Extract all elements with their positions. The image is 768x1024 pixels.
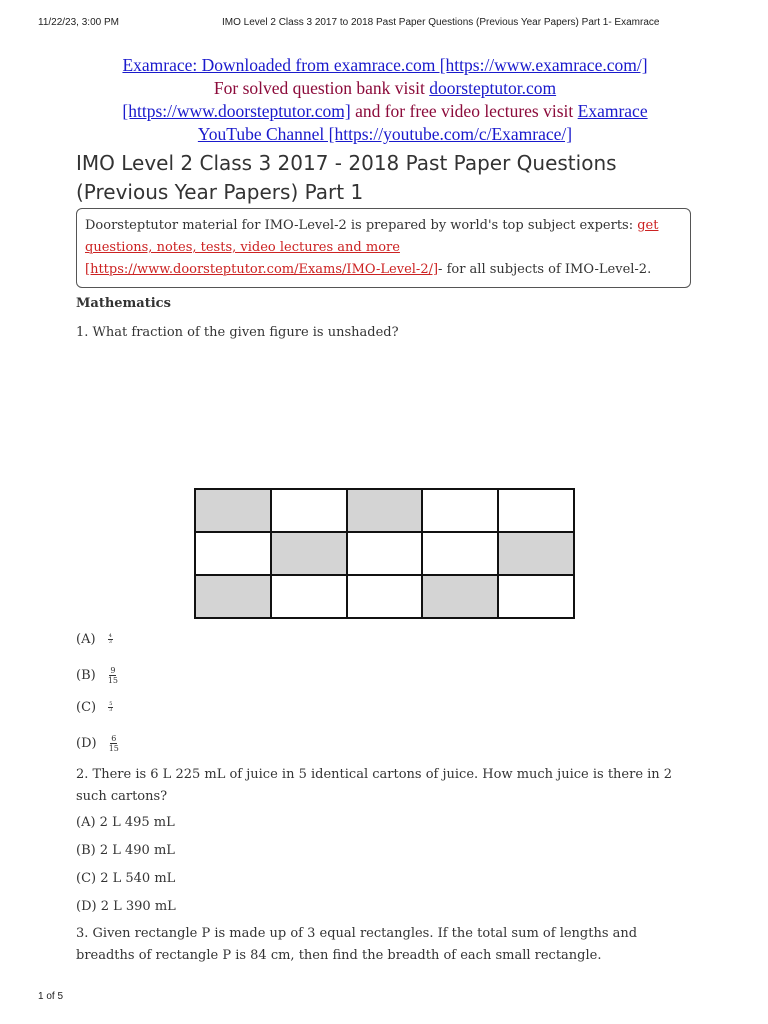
fraction-denominator: 15 [108, 744, 119, 753]
option-label: (A) [76, 632, 96, 647]
fraction [108, 702, 113, 713]
grid-cell-unshaded [195, 532, 271, 575]
grid-cell-unshaded [271, 489, 347, 532]
grid-cell-unshaded [422, 489, 498, 532]
shaded-grid-figure [194, 488, 575, 619]
grid-cell-shaded [195, 489, 271, 532]
grid-cell-unshaded [498, 489, 574, 532]
fraction-numerator: 4 [108, 633, 112, 639]
question-3: 3. Given rectangle P is made up of 3 equal rectangles. If the total sum of lengths and breadths of rectangle P is 84 cm, then find the breadth of each small rectangle. [76, 926, 638, 963]
option-label: (D) [76, 736, 97, 751]
grid-cell-shaded [271, 532, 347, 575]
q2-option-d: (D) 2 L 390 mL [76, 899, 176, 914]
fraction [109, 734, 119, 753]
grid-cell-unshaded [347, 575, 423, 618]
banner-text-video: and for free video lectures visit [350, 101, 578, 121]
question-2: 2. There is 6 L 225 mL of juice in 5 identical cartons of juice. How much juice is there in 2 such cartons? [76, 767, 673, 804]
grid-cell-shaded [422, 575, 498, 618]
fraction-denominator: 15 [107, 676, 119, 685]
q1-option-b [76, 666, 118, 685]
grid-cell-unshaded [271, 575, 347, 618]
doorsteptutor-link[interactable]: doorsteptutor.com [429, 78, 557, 98]
banner-text-solved: For solved question bank visit [213, 78, 430, 98]
q1-option-c [76, 700, 113, 715]
q2-option-a: (A) 2 L 495 mL [76, 815, 175, 830]
fraction-denominator: 3 [109, 707, 113, 713]
fraction-numerator: 5 [109, 701, 113, 707]
fraction [108, 666, 118, 685]
option-label: (B) [76, 668, 96, 683]
grid-cell-shaded [195, 575, 271, 618]
grid-cell-unshaded [347, 532, 423, 575]
grid-cell-unshaded [422, 532, 498, 575]
examrace-youtube-link[interactable]: YouTube Channel [https://youtube.com/c/Examrace/] [197, 124, 573, 144]
q1-option-d [76, 734, 119, 753]
doorsteptutor-url-link[interactable]: [https://www.doorsteptutor.com] [122, 101, 351, 121]
download-banner [70, 54, 700, 146]
print-page-title: IMO Level 2 Class 3 2017 to 2018 Past Paper Questions (Previous Year Papers) Part 1- Examrace [222, 17, 660, 28]
examrace-link[interactable]: Examrace: Downloaded from examrace.com [https://www.examrace.com/] [122, 55, 648, 75]
page-number: 1 of 5 [38, 991, 64, 1002]
option-label: (C) [76, 700, 97, 715]
grid-cell-shaded [347, 489, 423, 532]
fraction-numerator: 6 [111, 734, 117, 743]
q2-option-b: (B) 2 L 490 mL [76, 843, 175, 858]
info-text-prefix: Doorsteptutor material for IMO-Level-2 is prepared by world's top subject experts: [85, 218, 638, 233]
grid-cell-shaded [498, 532, 574, 575]
grid-cell-unshaded [498, 575, 574, 618]
page-title: IMO Level 2 Class 3 2017 - 2018 Past Paper Questions (Previous Year Papers) Part 1 [76, 151, 617, 204]
fraction-numerator: 9 [110, 666, 116, 675]
fraction-denominator: 3 [108, 639, 112, 645]
print-datetime: 11/22/23, 3:00 PM [38, 17, 119, 28]
q1-option-a [76, 632, 113, 647]
fraction [108, 634, 113, 645]
info-text-suffix: - for all subjects of IMO-Level-2. [438, 262, 652, 277]
section-heading: Mathematics [76, 296, 171, 311]
info-box [76, 208, 691, 288]
question-1: 1. What fraction of the given figure is unshaded? [76, 325, 399, 340]
q2-option-c: (C) 2 L 540 mL [76, 871, 176, 886]
examrace-youtube-link-part1[interactable]: Examrace [577, 101, 648, 121]
doorsteptutor-exam-link[interactable]: get questions, notes, tests, video lectures and more [https://www.doorsteptutor.com/Exams/IMO-Level-2/] [85, 218, 659, 277]
